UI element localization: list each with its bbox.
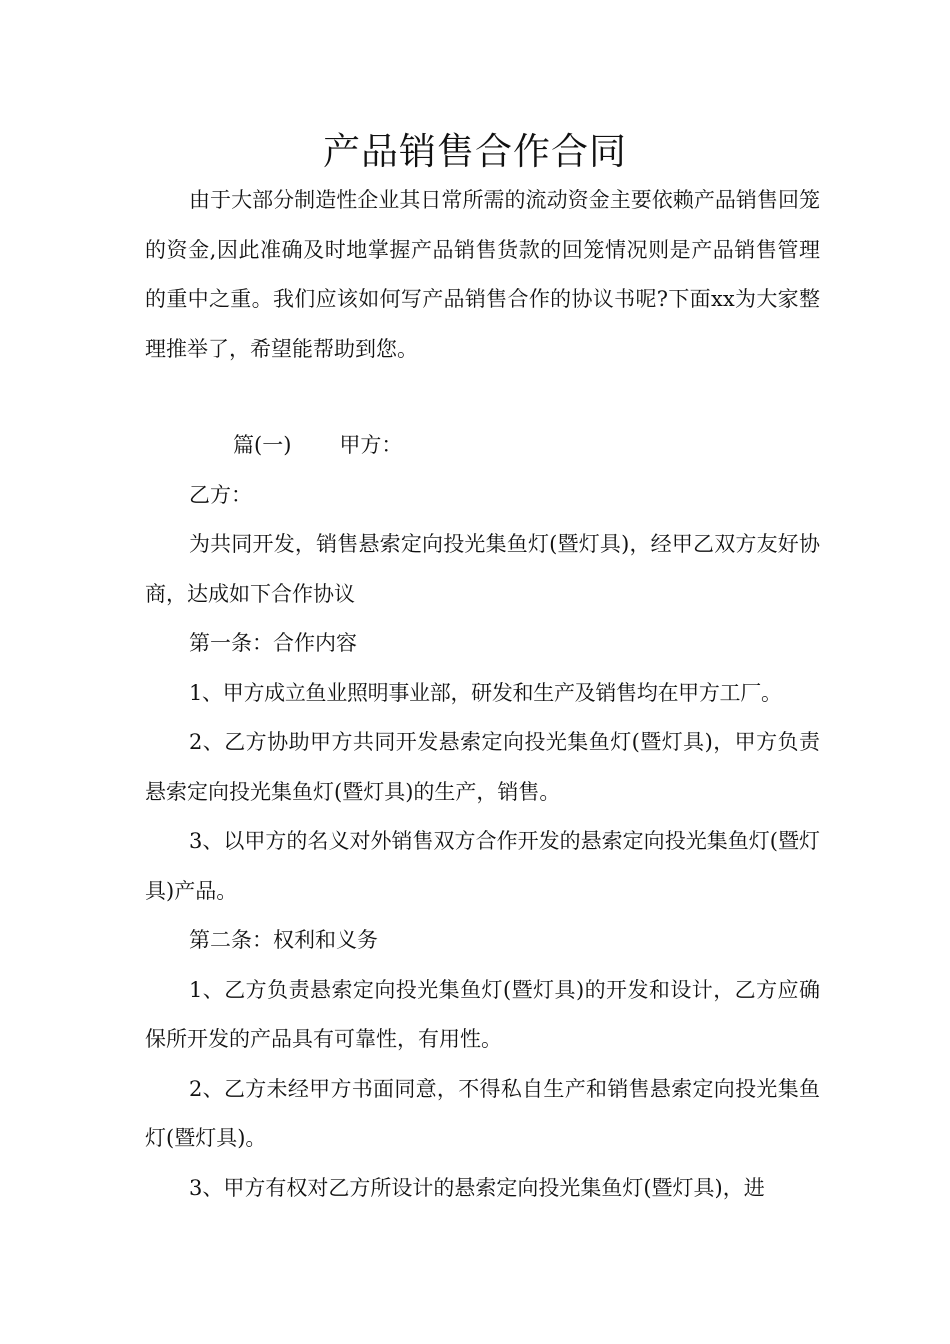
preamble-paragraph: 为共同开发，销售悬索定向投光集鱼灯(暨灯具)，经甲乙双方友好协商，达成如下合作协议 [145, 532, 820, 606]
article-2-item: 2、乙方未经甲方书面同意，不得私自生产和销售悬索定向投光集鱼灯(暨灯具)。 [145, 1076, 820, 1150]
article-1-item: 3、以甲方的名义对外销售双方合作开发的悬索定向投光集鱼灯(暨灯具)产品。 [145, 829, 820, 903]
document-body [145, 176, 820, 1213]
party-b-label: 乙方： [189, 482, 252, 507]
section-label: 篇(一) [233, 433, 292, 457]
party-a-label: 甲方： [339, 433, 403, 457]
article-1-item: 2、乙方协助甲方共同开发悬索定向投光集鱼灯(暨灯具)，甲方负责悬索定向投光集鱼灯(暨灯具)的生产，销售。 [145, 730, 820, 804]
article-2-item: 3、甲方有权对乙方所设计的悬索定向投光集鱼灯(暨灯具)，进 [189, 1175, 765, 1200]
article-1-heading: 第一条：合作内容 [189, 631, 357, 655]
article-2-item: 1、乙方负责悬索定向投光集鱼灯(暨灯具)的开发和设计，乙方应确保所开发的产品具有可靠性，有用性。 [145, 977, 820, 1051]
intro-paragraph: 由于大部分制造性企业其日常所需的流动资金主要依赖产品销售回笼的资金,因此准确及时地掌握产品销售货款的回笼情况则是产品销售管理的重中之重。我们应该如何写产品销售合作的协议书呢?下面xx为大家整理推举了，希望能帮助到您。 [145, 188, 820, 361]
article-1-item: 1、甲方成立鱼业照明事业部，研发和生产及销售均在甲方工厂。 [189, 680, 782, 705]
paragraph-gap [145, 374, 820, 421]
document-title: 产品销售合作合同 [323, 130, 627, 173]
article-2-heading: 第二条：权利和义务 [189, 928, 378, 952]
section-heading-line [145, 421, 820, 471]
